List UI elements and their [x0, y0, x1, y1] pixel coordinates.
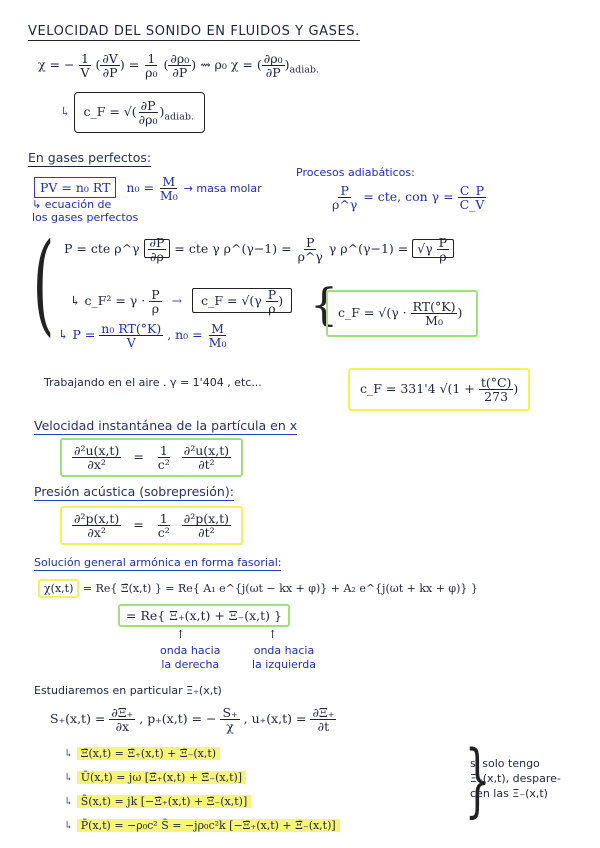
solution-line-2: = Re{ Ξ̄₊(x,t) + Ξ̄₋(x,t) } — [118, 608, 290, 623]
deriv-drho-dp: $\frac{\text{∂ρ₀}}{\partial P}$ — [170, 51, 190, 81]
section-gases-perfectos: En gases perfectos: — [28, 150, 152, 165]
s-p-u-definitions: S₊(x,t) = $\frac{\partial\Xi_+}{\partial x}$ , p₊(x,t) = − $\frac{S_+}{\chi}$ , u₊(x,t) = $\frac{\partial\Xi_+}{\partial t}$ — [50, 705, 335, 735]
ideal-gas-law: PV = n₀ RT n₀ = $\frac{M}{\text{M₀}}$ → masa molar — [34, 175, 262, 202]
chi-lhs: χ = − — [38, 57, 75, 73]
adiabatic-equation: $\frac{P}{\rho\^{}\gamma}$ = cte, con γ = $\frac{C\_P}{C\_V}$ — [332, 183, 485, 213]
phasor-p: ↳ P̄(x,t) = −ρ₀c² S̄ = −jρ₀c²k [−Ξ̄₊(x,t) + Ξ̄₋(x,t)] — [64, 814, 340, 838]
phasor-u: ↳ Ū(x,t) = jω [Ξ̄₊(x,t) + Ξ̄₋(x,t)] — [64, 766, 340, 790]
p-cte-line: P = cte ρ^γ $\frac{\partial P}{\partial\rho}$ = cte γ ρ^(γ−1) = $\frac{P}{\rho\^{}\gamma}$ γ ρ^(γ−1) = √γ $\frac{P}{\rho}$ — [64, 236, 454, 263]
frac-1-over-v: $\frac{1}{V}$ — [80, 51, 90, 81]
cf-rt-box: c_F = √(γ · $\frac{RT(^\circ K)}{\text{M₀}}$ ) — [326, 290, 478, 337]
page-title: VELOCIDAD DEL SONIDO EN FLUIDOS Y GASES. — [28, 24, 360, 39]
section-presion: Presión acústica (sobrepresión): — [34, 484, 234, 499]
p-gas-line: ↳ P = $\frac{\text{n₀ RT(°K)}}{V}$ , n₀ = $\frac{M}{\text{M₀}}$ — [58, 321, 227, 351]
brace-separator: { — [310, 280, 338, 331]
cf-definition: ↳ c_F = √( $\frac{\partial P}{\text{∂ρ₀}}$ )$_{adiab.}$ — [60, 92, 205, 133]
deriv-dv-dp: $\frac{\partial V}{\partial P}$ — [102, 51, 118, 81]
cf-air-box: c_F = 331'4 √(1 + $\frac{t(^\circ C)}{273}$ ) — [348, 368, 530, 411]
phasor-s: ↳ S̄(x,t) = jk [−Ξ̄₊(x,t) + Ξ̄₋(x,t)] — [64, 790, 340, 814]
wave-right-note: onda hacia la derecha — [160, 644, 221, 671]
cf-gamma-box: c_F = √(γ $\frac{P}{\rho}$ ) — [192, 288, 292, 313]
cf-box: c_F = √( $\frac{\partial P}{\text{∂ρ₀}}$ )$_{adiab.}$ — [74, 92, 204, 133]
air-line: Trabajando en el aire . γ = 1'404 , etc... — [44, 376, 262, 389]
deriv-drho-dp-2: $\frac{\text{∂ρ₀}}{\partial P}$ — [263, 51, 283, 81]
solution-line-1: χ(x,t) = Re{ Ξ̄(x,t) } = Re{ A₁ e^{j(ωt − kx + φ)} + A₂ e^{j(ωt + kx + φ)} } — [38, 582, 478, 595]
cf-squared-line: ↳ c_F² = γ · $\frac{P}{\rho}$ → c_F = √(γ $\frac{P}{\rho}$ ) — [70, 288, 292, 315]
wave-eq-pressure: $\frac{\text{∂²p(x,t)}}{\text{∂x²}}$ = $\frac{1}{\text{c²}}$ $\frac{\text{∂²p(x,t)}}{\text{∂t²}}$ — [60, 506, 243, 545]
right-brace: } — [464, 733, 491, 826]
left-brace: ( — [32, 219, 55, 347]
pv-box: PV = n₀ RT — [34, 177, 116, 198]
side-note: si solo tengo Ξ̄₊(x,t), despare- cen las Ξ̄₋(x,t) — [470, 757, 561, 800]
wave-left-note: onda hacia la izquierda — [252, 644, 316, 671]
arrow-up-right: ↑ — [176, 628, 186, 641]
section-velocidad: Velocidad instantánea de la partícula en x — [34, 418, 298, 433]
section-solucion: Solución general armónica en forma fasorial: — [34, 556, 282, 569]
wave-eq-velocity: $\frac{\text{∂²u(x,t)}}{\text{∂x²}}$ = $\frac{1}{\text{c²}}$ $\frac{\text{∂²u(x,t)}}{\text{∂t²}}$ — [60, 438, 243, 477]
adiabatic-title: Procesos adiabáticos: — [296, 166, 415, 179]
chi-definition: χ = − $\frac{1}{V}$ ( $\frac{\partial V}{\partial P}$ ) = $\frac{1}{\text{ρ₀}}$ ( $\frac{\text{∂ρ₀}}{\partial P}$ ) ⇝ ρ₀ χ = ( $\frac{\text{∂ρ₀}}{\partial P}$ )$_{adiab.}$ — [38, 51, 320, 81]
ecuacion-note: ↳ ecuación de los gases perfectos — [32, 198, 139, 224]
frac-1-over-rho: $\frac{1}{\text{ρ₀}}$ — [145, 51, 158, 81]
study-line: Estudiaremos en particular Ξ̄₊(x,t) — [34, 684, 222, 697]
arrow-up-left: ↑ — [268, 628, 278, 641]
phasor-xi: ↳ Ξ̄(x,t) = Ξ̄₊(x,t) + Ξ̄₋(x,t) — [64, 742, 340, 766]
phasor-list — [64, 742, 340, 838]
